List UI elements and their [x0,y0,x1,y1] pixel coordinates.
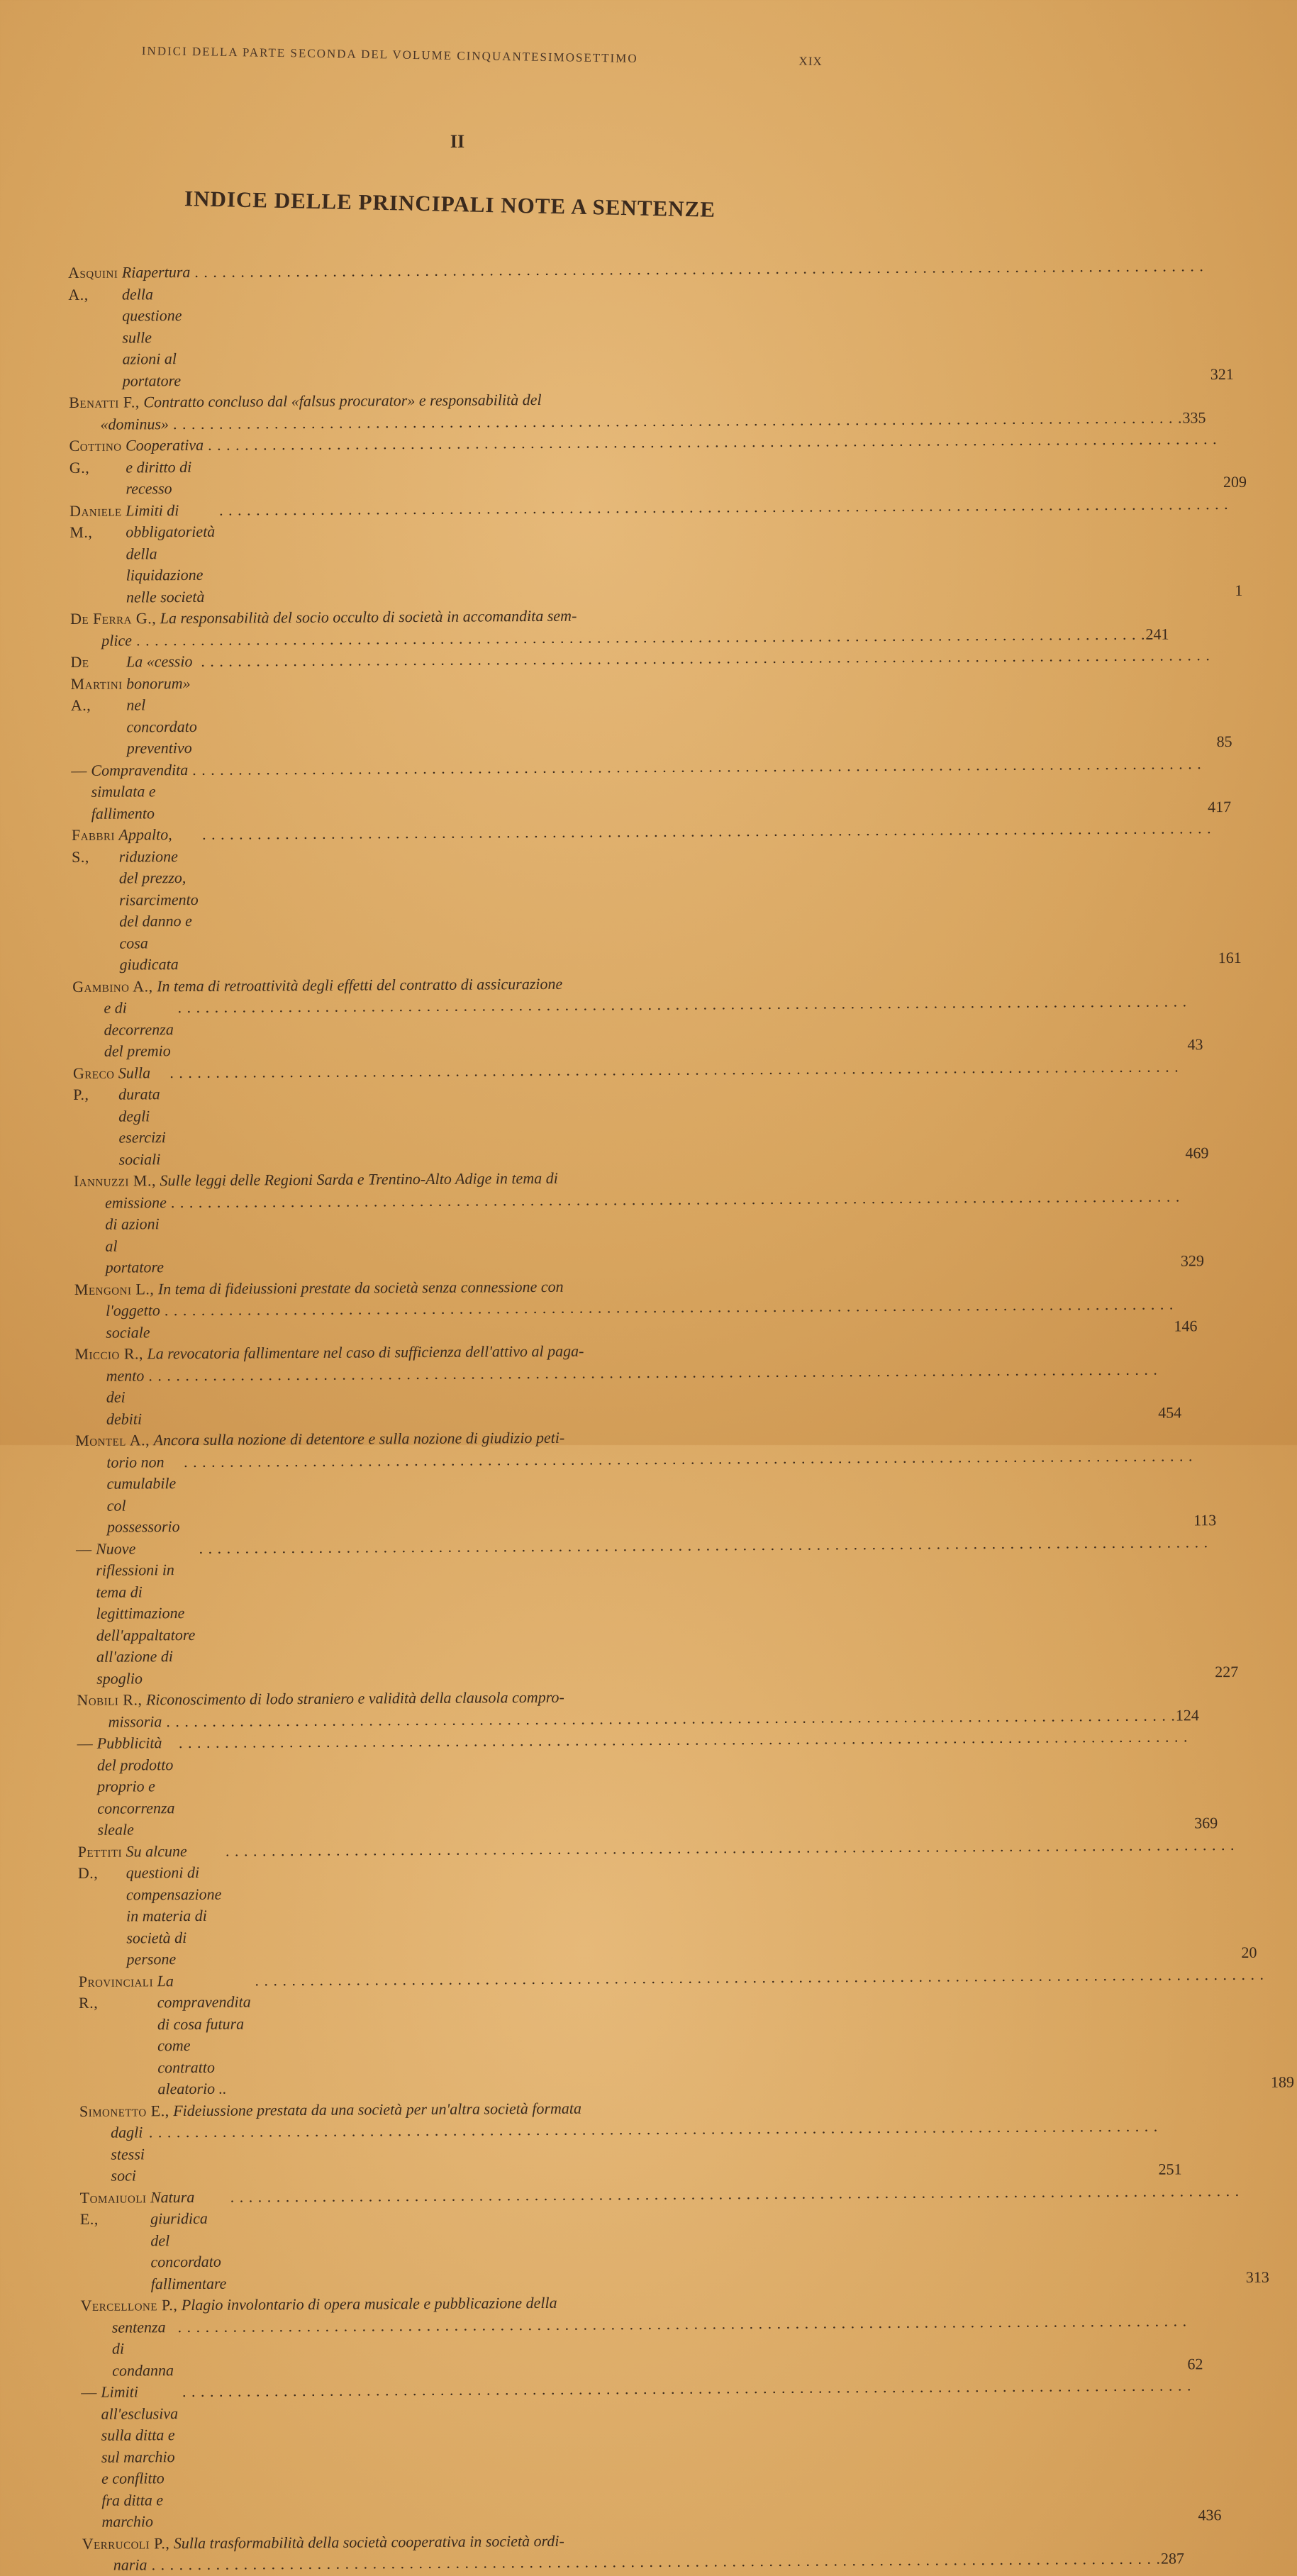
index-entry [77,1728,1218,1841]
entry-title: Riapertura della questione sulle azioni al portatore [121,262,191,390]
leader-dots [208,428,1218,499]
leader-dots [149,2116,1159,2187]
index-entry [77,1836,1257,1971]
entry-page-number: 209 [1223,472,1247,491]
section-number: II [450,131,465,152]
entry-author: Vercellone P., [80,2296,178,2314]
leader-dots [177,2310,1187,2381]
index-entry [70,647,1232,759]
entry-author: De Ferra G., [69,609,157,628]
entry-title: Su alcune questioni di compensazione in materia di società di persone [126,1841,222,1968]
leader-dots [165,1294,1174,1344]
entry-page-number: 113 [1193,1511,1217,1529]
index-entry [69,603,1169,652]
entry-page-number: 335 [1182,408,1206,426]
entry-author: — [76,1539,92,1558]
index-entry [69,387,1206,435]
entry-title: Natura giuridica del concordato fallimentare [150,2187,227,2292]
entry-title: Sulle leggi delle Regioni Sarda e Trentino-Alto Adige in tema di [160,1169,558,1190]
entry-author: Daniele M., [69,501,122,541]
section-title: INDICE DELLE PRINCIPALI NOTE A SENTENZE [184,186,716,222]
entry-page-number: 436 [1198,2506,1222,2524]
entry-title-continuation: emissione di azioni al portatore [105,1193,167,1276]
entry-author: Verrucoli P., [82,2533,170,2553]
entry-author: Nobili R., [77,1690,143,1709]
entry-title-continuation: mento dei debiti [106,1366,145,1428]
entry-title: Compravendita simulata e fallimento [91,760,189,823]
entry-title: Contratto concluso dal «falsus procurator» e responsabilità del [143,390,542,411]
entry-page-number: 251 [1158,2160,1182,2178]
entry-title: Nuove riflessioni in tema di legittimazione dell'appaltatore all'azione di spoglio [96,1539,196,1688]
leader-dots [169,1056,1179,1170]
entry-page-number: 43 [1187,1035,1203,1054]
entry-author: Cottino G., [69,436,122,476]
entry-author: — [71,761,87,779]
entry-author: Asquini A., [68,263,118,303]
entry-title: Pubblicità del prodotto proprio e concorrenza sleale [96,1734,175,1839]
entry-page-number: 469 [1185,1143,1209,1161]
entry-page-number: 241 [1145,625,1169,643]
entry-title-continuation: missoria [108,1712,162,1731]
entry-author: — [81,2382,97,2401]
index-entry [71,820,1242,976]
entry-author: Tomaiuoli E., [79,2187,147,2228]
running-head-title: INDICI DELLA PARTE SECONDA DEL VOLUME CINQUANTESIMOSETTIMO [141,44,638,65]
entry-title: La «cessio bonorum» nel concordato preventivo [126,652,197,757]
entry-author: Pettiti D., [77,1842,123,1882]
entry-page-number: 161 [1218,948,1242,967]
entry-author: Benatti F., [69,393,140,411]
entry-page-number: 189 [1270,2073,1294,2091]
leader-dots [179,1726,1189,1840]
entry-page-number: 124 [1175,1705,1199,1724]
entry-author: Miccio R., [74,1344,144,1363]
entry-page-number: 20 [1241,1943,1257,1961]
entry-page-number: 287 [1160,2549,1185,2567]
index-entry [69,496,1243,608]
entry-title: La compravendita di cosa futura come contratto aleatorio .. [157,1971,251,2098]
index-entry [79,2182,1269,2295]
leader-dots [255,1963,1265,2100]
entry-title: Fideiussione prestata da una società per un'altra società formata [173,2099,582,2119]
index-entry [80,2290,1203,2382]
leader-dots [192,753,1202,824]
index-entry [78,1966,1294,2101]
entry-title-continuation: naria [113,2555,147,2574]
leader-dots [230,2180,1240,2294]
entry-page-number: 62 [1187,2354,1203,2373]
entry-title: Riconoscimento di lodo straniero e validità della clausola compro- [145,1688,564,1709]
entry-title-continuation: plice [101,630,133,649]
entry-page-number: 85 [1216,732,1232,751]
entry-title: Appalto, riduzione del prezzo, risarcimento del danno e cosa giudicata [118,825,199,974]
leader-dots [202,818,1213,975]
entry-title-continuation: e di decorrenza del premio [104,998,174,1060]
entry-title-continuation: sentenza di condanna [111,2317,174,2380]
index-entry [79,2096,1182,2187]
index-entry [69,430,1247,500]
leader-dots [226,1834,1236,1970]
entry-title: Sulla trasformabilità della società cooperativa in società ordi- [173,2531,564,2552]
index-entry [76,1534,1239,1690]
entry-author: Iannuzzi M., [73,1171,157,1190]
index-entry [74,1339,1182,1430]
entry-page-number: 227 [1215,1662,1239,1680]
entry-title: Ancora sulla nozione di detentore e sulla nozione di giudizio peti- [153,1428,565,1449]
running-head-page-number: XIX [798,54,823,69]
index-entries [68,257,1294,2576]
entry-page-number: 417 [1208,797,1232,815]
leader-dots [219,494,1229,608]
entry-page-number: 1 [1235,581,1243,599]
index-entry [74,1274,1198,1344]
entry-page-number: 321 [1210,364,1234,383]
index-entry [75,1425,1217,1538]
entry-page-number: 313 [1245,2268,1269,2286]
index-entry [77,1685,1199,1733]
entry-author: Provinciali R., [78,1971,154,2012]
entry-author: Gambino A., [72,976,153,996]
entry-author: De Martini A., [70,652,123,714]
leader-dots [199,1532,1210,1689]
entry-title: Limiti di obbligatorietà della liquidazione nelle società [126,501,216,606]
entry-title-continuation: dagli stessi soci [111,2123,145,2185]
entry-title-continuation: «dominus» [100,414,169,433]
leader-dots [201,645,1210,759]
entry-title: Limiti all'esclusiva sulla ditta e sul marchio e conflitto fra ditta e marchio [101,2382,179,2531]
index-entry [72,1058,1209,1171]
entry-title: In tema di retroattività degli effetti del contratto di assicurazione [157,974,563,995]
index-entry [71,755,1232,825]
entry-title-continuation: l'oggetto sociale [105,1301,160,1342]
entry-author: Mengoni L., [74,1279,155,1298]
index-entry [72,971,1203,1063]
entry-author: — [77,1734,94,1752]
entry-author: Simonetto E., [79,2101,169,2120]
entry-title: La revocatoria fallimentare nel caso di sufficienza dell'attivo al paga- [147,1342,584,1363]
entry-title: In tema di fideiussioni prestate da società senza connessione con [157,1277,564,1298]
leader-dots [148,1359,1158,1429]
running-head [142,44,823,69]
entry-page-number: 329 [1180,1251,1204,1270]
index-entry [68,257,1234,392]
index-entry [81,2377,1222,2533]
index-entry [82,2528,1185,2576]
entry-title: Sulla durata degli esercizi sociali [118,1063,166,1169]
entry-page-number: 454 [1158,1403,1182,1422]
entry-author: Fabbri S., [71,825,116,866]
entry-title-continuation: torio non cumulabile col possessorio [106,1452,180,1536]
leader-dots [182,2375,1193,2532]
entry-title: Cooperativa e diritto di recesso [126,435,204,498]
leader-dots [171,1186,1181,1278]
entry-page-number: 146 [1174,1316,1198,1335]
entry-title: La responsabilità del socio occulto di società in accomandita sem- [160,606,577,628]
leader-dots [177,991,1187,1061]
leader-dots [184,1445,1193,1538]
leader-dots [194,255,1205,391]
entry-page-number: 369 [1194,1814,1218,1832]
entry-author: Montel A., [75,1431,150,1449]
entry-title: Plagio involontario di opera musicale e pubblicazione della [181,2293,557,2314]
entry-author: Greco P., [72,1064,115,1103]
index-entry [73,1166,1204,1278]
